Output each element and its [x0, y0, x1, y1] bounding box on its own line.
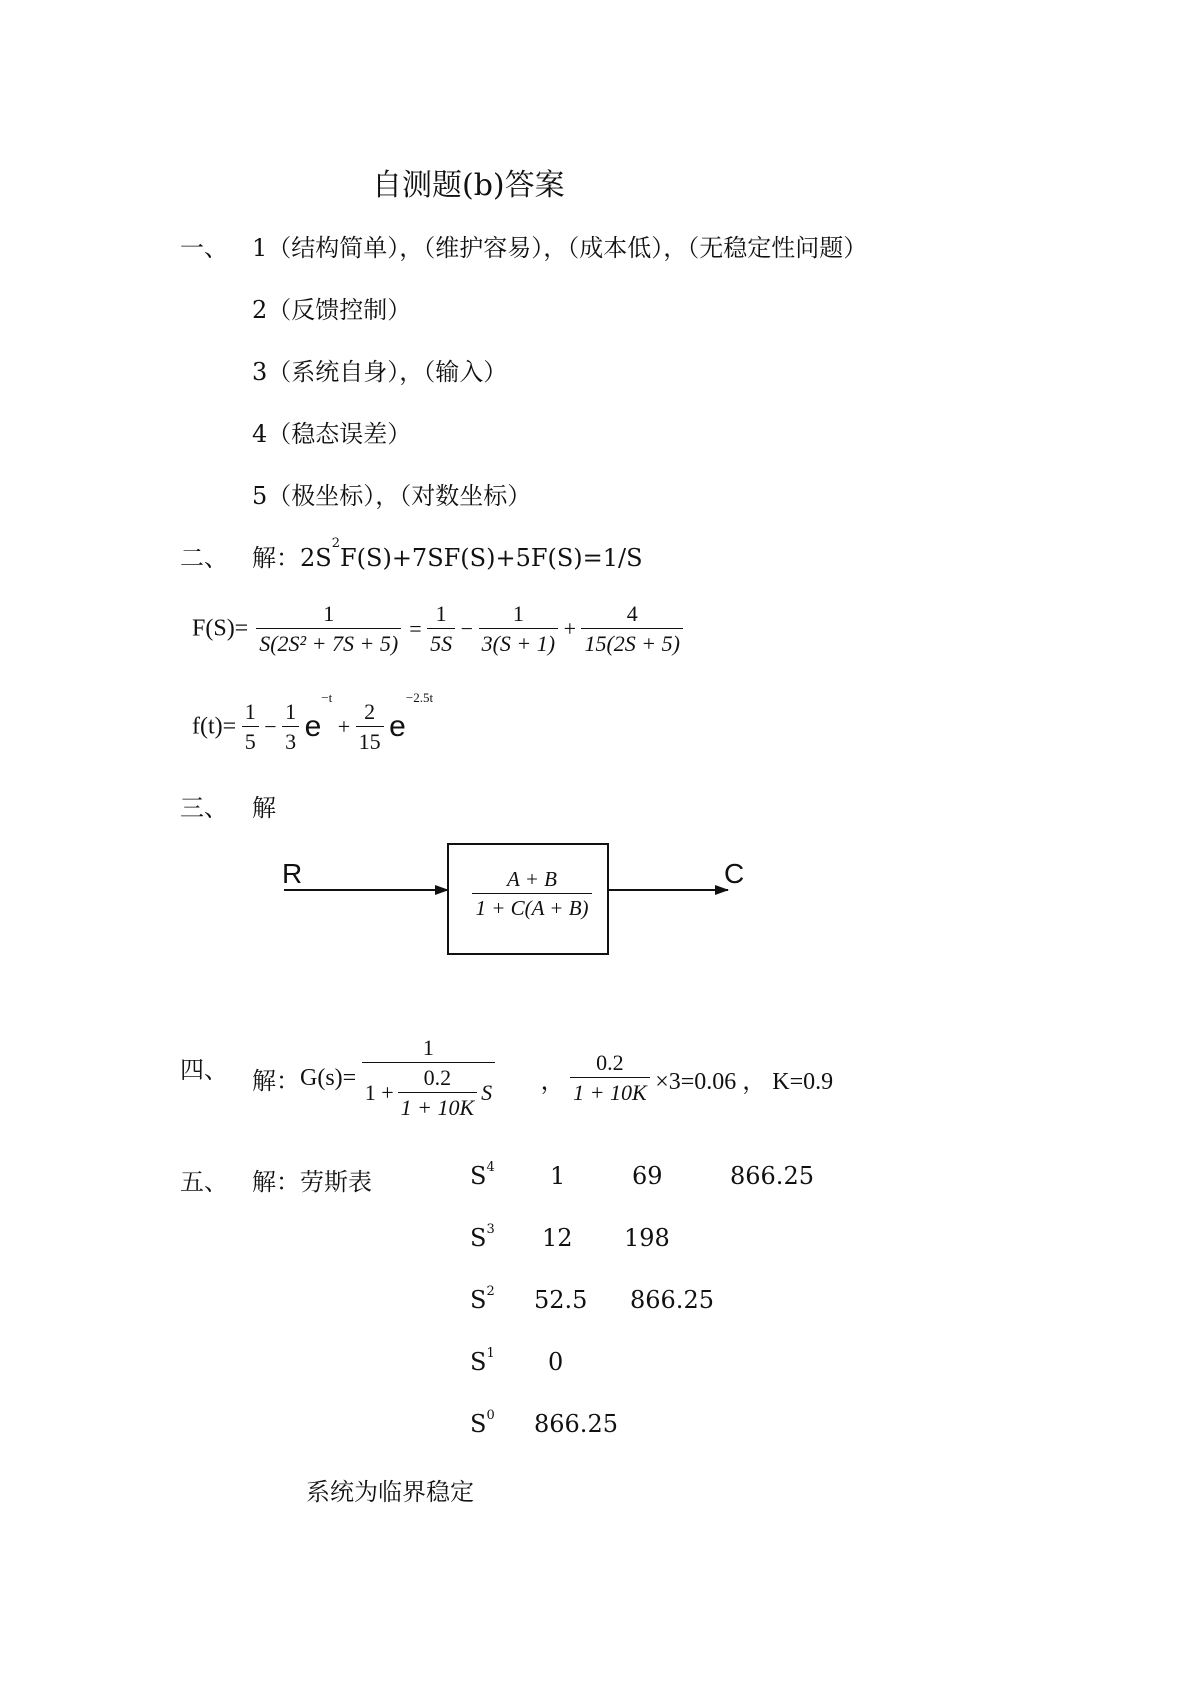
fs-f3-num: 1 — [512, 601, 524, 626]
q2-equation — [252, 538, 643, 573]
routh-cell: 0 — [548, 1348, 564, 1376]
g-den-suffix: S — [481, 1080, 493, 1106]
routh-cell: 866.25 — [730, 1162, 814, 1190]
ft-fraction-1 — [242, 700, 259, 754]
q2-solve: 解： — [252, 544, 300, 572]
q4-tail: ×3=0.06 ， K=0.9 — [655, 1068, 834, 1095]
g-num: 1 — [422, 1035, 434, 1060]
q2-eq-b: F(S)+7SF(S)+5F(S)=1/S — [340, 544, 643, 572]
ft-f3-num: 2 — [364, 699, 376, 724]
q3-solve: 解 — [252, 794, 276, 822]
q1-item-1: 1（结构简单），（维护容易），（成本低），（无稳定性问题） — [252, 234, 868, 262]
routh-cell: 866.25 — [630, 1286, 714, 1314]
ft-f2-den: 3 — [282, 726, 299, 754]
fs-minus: − — [460, 616, 474, 642]
fs-fraction-1 — [254, 602, 404, 656]
diagram-output-label: C — [724, 858, 745, 889]
routh-power: 3 — [486, 1222, 495, 1237]
routh-cell: 866.25 — [534, 1410, 618, 1438]
ft-e-1: e — [304, 710, 322, 744]
routh-row-label: $S^2$ — [470, 1284, 495, 1314]
q4-f-num: 0.2 — [596, 1050, 624, 1076]
q1-item-2: 2（反馈控制） — [252, 296, 412, 324]
routh-cell: 198 — [624, 1224, 670, 1252]
ft-f2-num: 1 — [285, 699, 297, 724]
block-den: 1 + C(A + B) — [472, 893, 591, 920]
routh-cell: 12 — [542, 1224, 573, 1252]
fs-f2-den: 5S — [427, 628, 455, 656]
fs-expression — [192, 602, 683, 656]
g-inner-den: 1 + 10K — [398, 1092, 478, 1120]
fs-fraction-4 — [581, 602, 683, 656]
q4-fraction — [570, 1051, 650, 1105]
ft-f1-num: 1 — [244, 699, 256, 724]
g-den-prefix: 1 + — [364, 1080, 394, 1106]
q1-item-5: 5（极坐标），（对数坐标） — [252, 482, 532, 510]
q4-solve: 解： — [252, 1068, 300, 1095]
fs-plus: + — [563, 616, 576, 642]
routh-power: 1 — [486, 1346, 495, 1361]
q1-label: 一、 — [180, 234, 228, 262]
g-fraction — [362, 1036, 495, 1121]
routh-power: 0 — [486, 1408, 495, 1423]
q5-label: 五、 — [180, 1168, 228, 1196]
q2-eq-a: 2S — [300, 544, 332, 572]
q1-item-3: 3（系统自身），（输入） — [252, 358, 508, 386]
fs-f1-den: S(2S² + 7S + 5) — [256, 628, 401, 656]
fs-f4-num: 4 — [626, 601, 638, 626]
ft-plus: + — [337, 714, 351, 740]
ft-exp-2: −2.5t — [405, 690, 434, 705]
ft-fraction-2 — [282, 700, 299, 754]
q2-label: 二、 — [180, 544, 228, 572]
routh-cell: 1 — [550, 1162, 566, 1190]
routh-row-label: $S^0$ — [470, 1408, 495, 1438]
fs-eq: = — [409, 616, 422, 642]
block-num: A + B — [507, 867, 557, 891]
fs-label: F(S)= — [192, 615, 249, 642]
ft-minus: − — [264, 714, 277, 740]
routh-row-label: $S^1$ — [470, 1346, 495, 1376]
routh-cell: 69 — [632, 1162, 663, 1190]
g-inner-num: 0.2 — [423, 1065, 452, 1091]
ft-fraction-3 — [356, 700, 384, 754]
diagram-input-label: R — [282, 858, 303, 889]
fs-f4-den: 15(2S + 5) — [581, 628, 683, 656]
fs-f2-num: 1 — [435, 601, 447, 626]
page-title: 自测题(b)答案 — [372, 168, 565, 203]
ft-f3-den: 15 — [356, 726, 384, 754]
q4-f-den: 1 + 10K — [570, 1077, 650, 1105]
ft-exp-1: −t — [321, 690, 333, 705]
q4-expression — [252, 1036, 833, 1121]
q4-comma: ， — [540, 1068, 565, 1095]
routh-power: 4 — [486, 1160, 495, 1175]
fs-f1-num: 1 — [323, 601, 335, 626]
routh-row-label: $S^3$ — [470, 1222, 495, 1252]
q5-conclusion: 系统为临界稳定 — [306, 1478, 474, 1506]
q4-label: 四、 — [180, 1056, 228, 1084]
ft-label: f(t)= — [192, 713, 237, 740]
fs-fraction-3 — [479, 602, 559, 656]
g-label: G(s)= — [300, 1064, 357, 1091]
q5-solve: 解：劳斯表 — [252, 1168, 372, 1196]
g-den — [362, 1062, 495, 1120]
block-fraction — [472, 868, 591, 920]
q2-eq-sup: 2 — [331, 536, 340, 551]
g-inner-fraction — [398, 1066, 478, 1120]
q1-item-4: 4（稳态误差） — [252, 420, 412, 448]
ft-expression — [192, 690, 434, 755]
block-transfer-function — [452, 868, 612, 920]
fs-f3-den: 3(S + 1) — [479, 628, 559, 656]
q3-label: 三、 — [180, 794, 228, 822]
routh-cell: 52.5 — [534, 1286, 588, 1314]
fs-fraction-2 — [427, 602, 455, 656]
routh-power: 2 — [486, 1284, 495, 1299]
ft-e-2: e — [389, 710, 406, 744]
routh-row-label: $S^4$ — [470, 1160, 495, 1190]
ft-f1-den: 5 — [242, 726, 259, 754]
